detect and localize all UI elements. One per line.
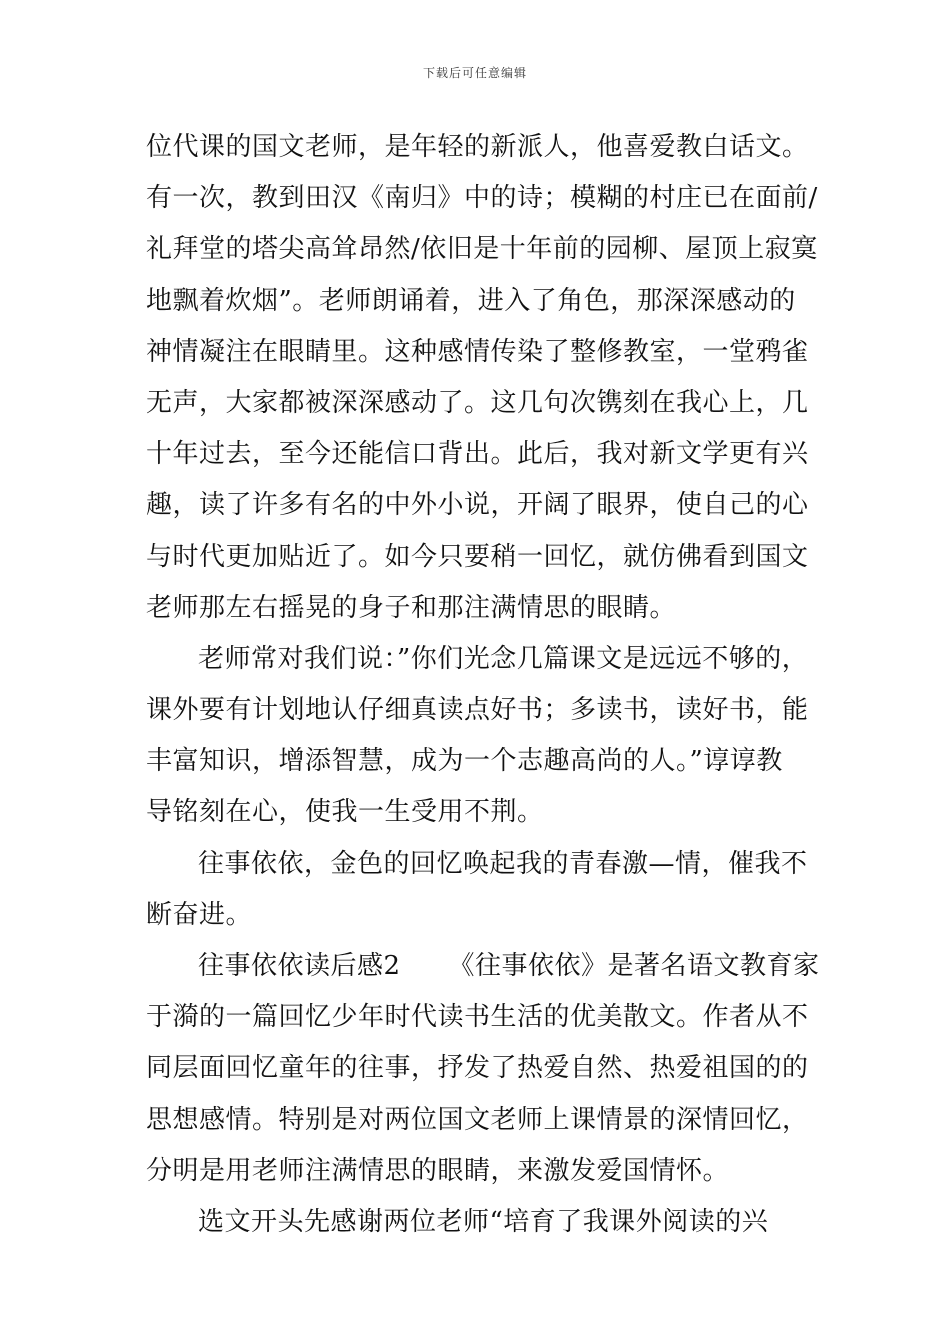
text-line: 选文开头先感谢两位老师“培育了我课外阅读的兴 <box>198 1206 769 1237</box>
text-line: 分明是用老师注满情思的眼睛，来激发爱国情怀。 <box>146 1155 730 1186</box>
text-line-continuation: 《往事依依》是著名语文教育家 <box>448 951 820 981</box>
text-line: 老师常对我们说：”你们光念几篇课文是远远不够的， <box>198 643 809 674</box>
text-line: 往事依依，金色的回忆唤起我的青春激—情，催我不 <box>198 848 808 879</box>
text-line: 有一次，教到田汉《南归》中的诗；模糊的村庄已在面前/ <box>146 183 818 214</box>
text-line: 老师那左右摇晃的身子和那注满情思的眼睛。 <box>146 592 677 623</box>
text-line: 位代课的国文老师，是年轻的新派人，他喜爱教白话文。 <box>146 132 809 162</box>
text-line: 十年过去，至今还能信口背出。此后，我对新文学更有兴 <box>146 439 809 470</box>
text-line: 无声，大家都被深深感动了。这几句次镌刻在我心上，几 <box>146 387 809 418</box>
text-line: 课外要有计划地认仔细真读点好书；多读书，读好书，能 <box>146 695 809 726</box>
text-line: 神情凝注在眼睛里。这种感情传染了整修教室，一堂鸦雀 <box>146 336 809 367</box>
text-line: 趣，读了许多有名的中外小说，开阔了眼界，使自己的心 <box>146 490 809 521</box>
text-line: 思想感情。特别是对两位国文老师上课情景的深情回忆， <box>146 1104 809 1135</box>
text-line: 于漪的一篇回忆少年时代读书生活的优美散文。作者从不 <box>146 1002 809 1033</box>
page-header: 下载后可任意编辑 <box>422 66 527 80</box>
body-text <box>146 122 820 1248</box>
text-line: 导铭刻在心，使我一生受用不荆。 <box>146 797 544 828</box>
text-line: 同层面回忆童年的往事，抒发了热爱自然、热爱祖国的的 <box>146 1053 809 1084</box>
text-line: 断奋进。 <box>146 899 253 930</box>
section-heading: 往事依依读后感2 <box>198 951 401 981</box>
text-line: 丰富知识，增添智慧，成为一个志趣高尚的人。”谆谆教 <box>146 746 783 777</box>
text-line: 礼拜堂的塔尖高耸昂然/依旧是十年前的园柳、屋顶上寂寞 <box>146 234 818 265</box>
section-heading-line <box>146 941 820 992</box>
text-line: 与时代更加贴近了。如今只要稍一回忆，就仿佛看到国文 <box>146 541 809 572</box>
text-line: 地飘着炊烟”。老师朗诵着，进入了角色，那深深感动的 <box>146 285 796 316</box>
